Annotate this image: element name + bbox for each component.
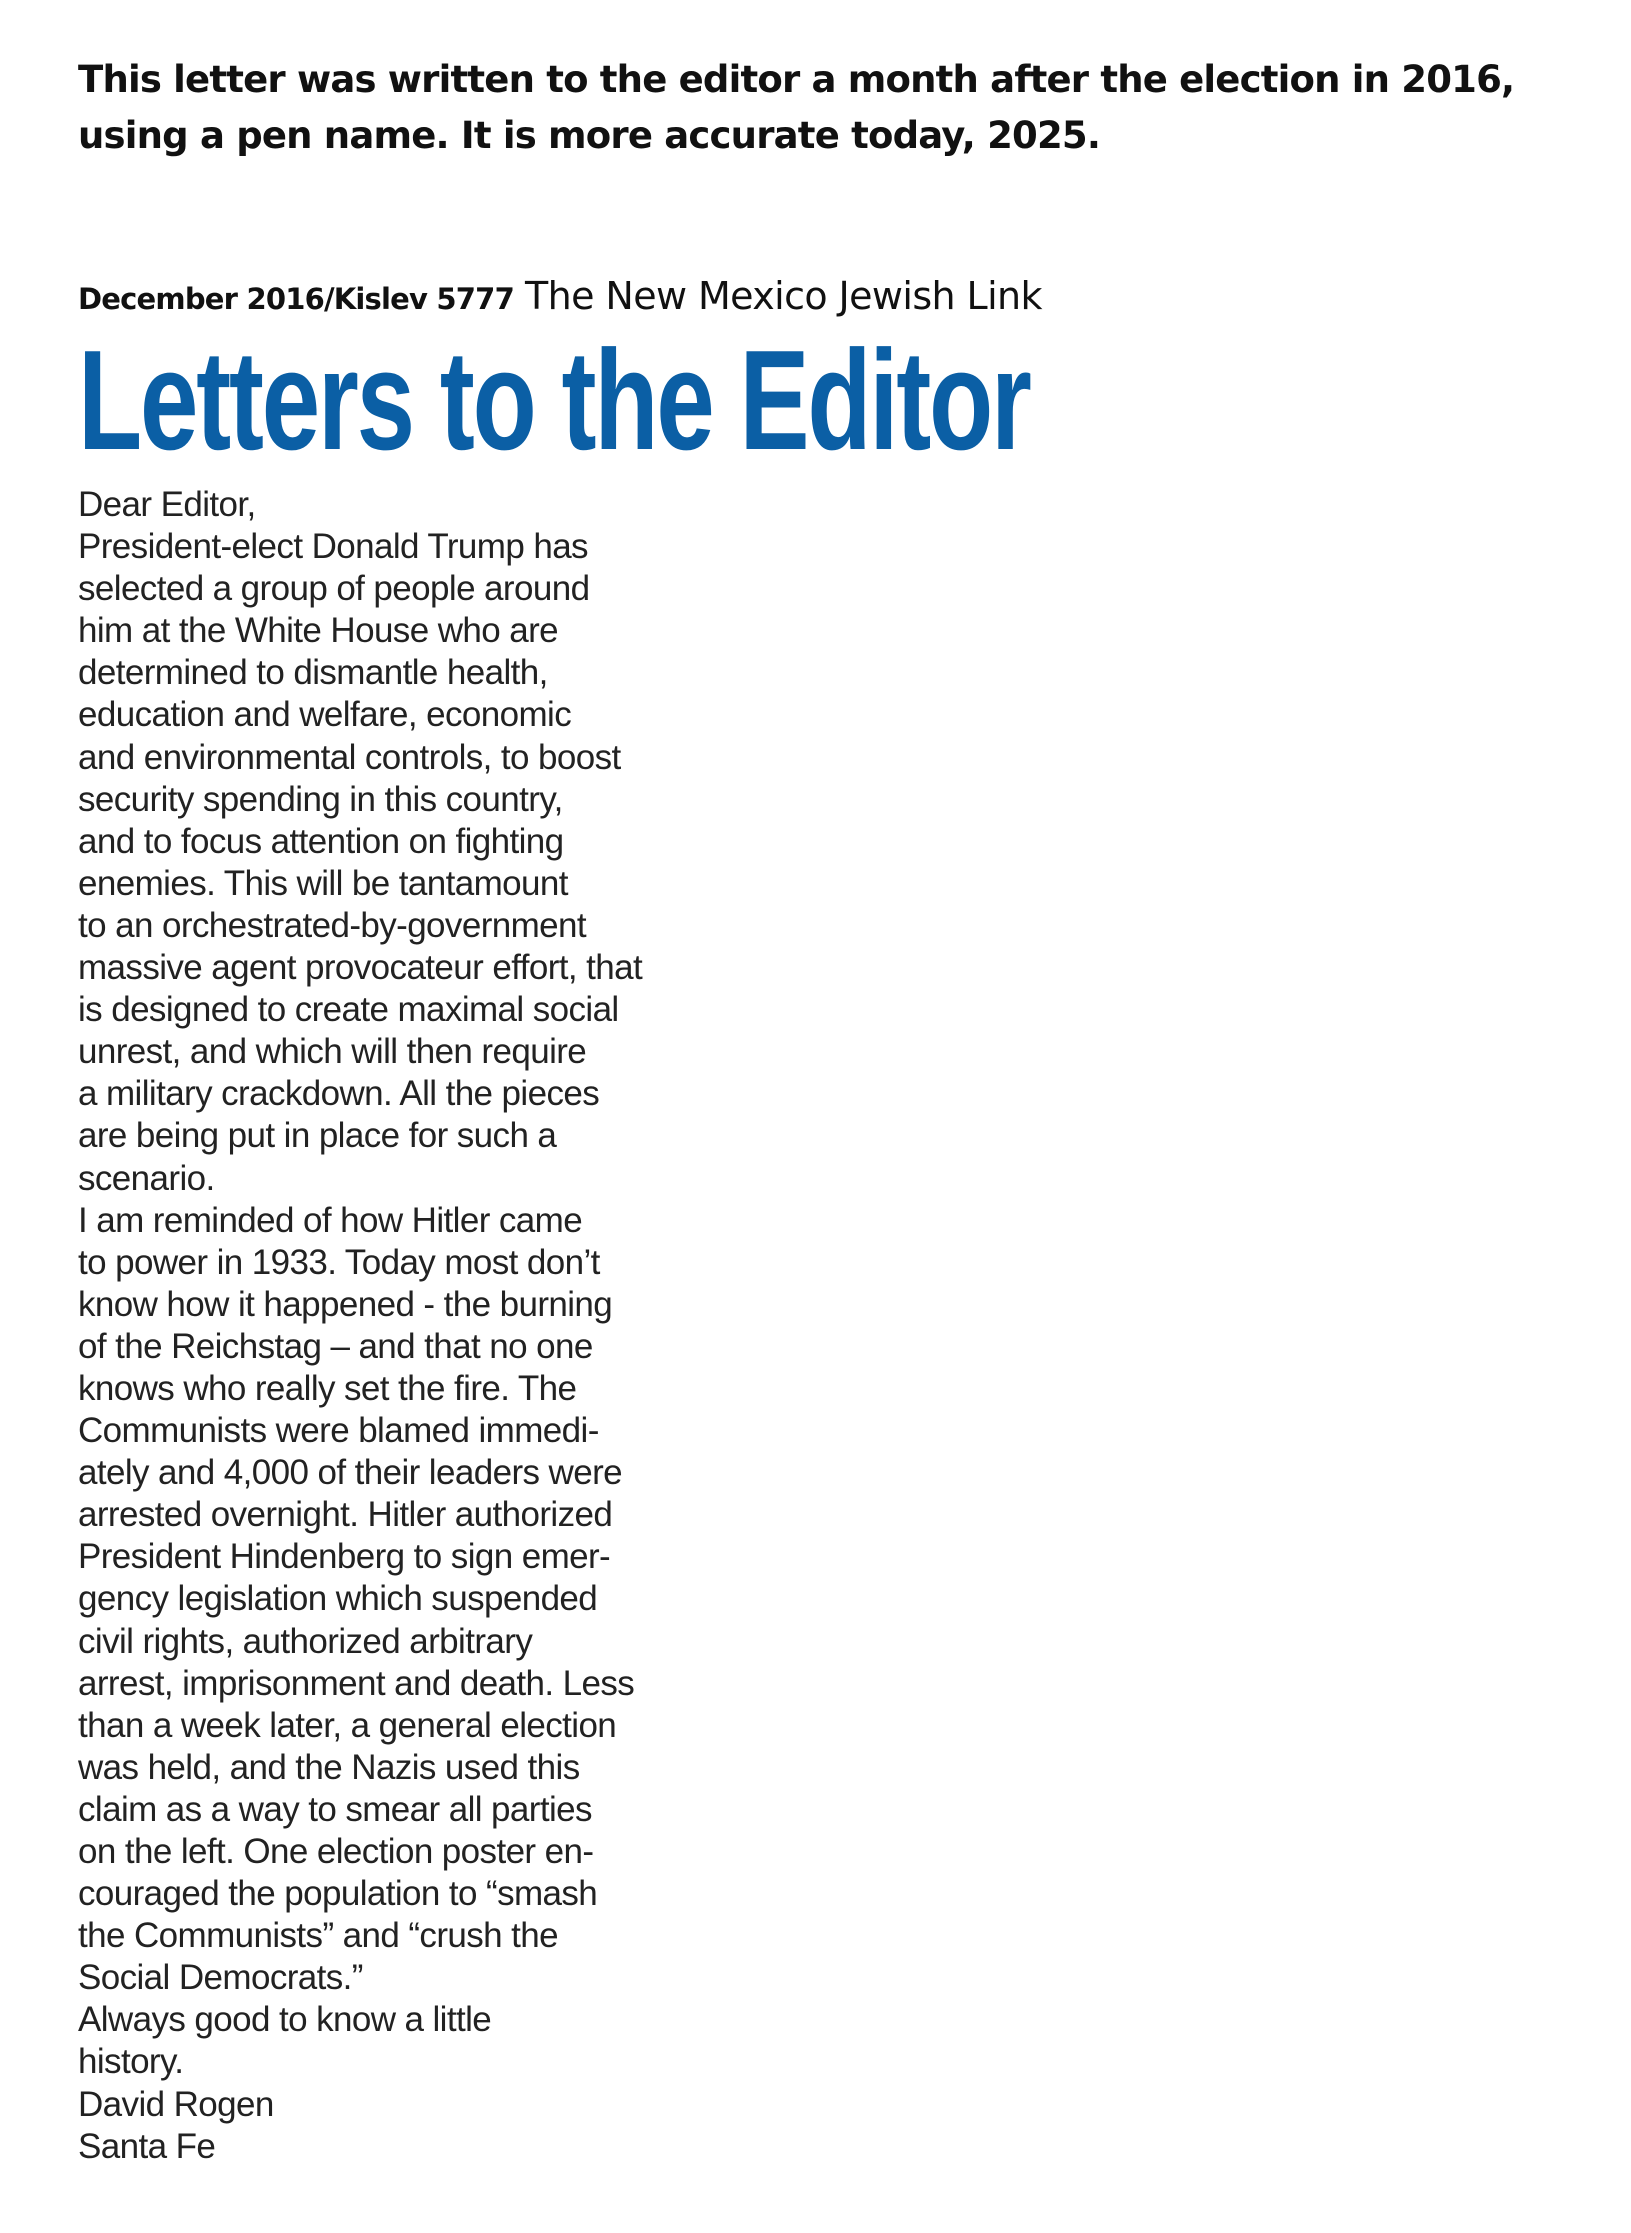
letter-line: determined to dismantle health, (78, 653, 548, 693)
letter-line: education and welfare, economic (78, 695, 572, 735)
intro-line: using a pen name. It is more accurate today, 2025. (78, 114, 1101, 157)
letter-line: Santa Fe (78, 2126, 216, 2166)
intro-line: This letter was written to the editor a month after the election in 2016, (78, 58, 1515, 101)
letter-line: enemies. This will be tantamount (78, 863, 568, 903)
letter-line: Always good to know a little (78, 2000, 492, 2040)
intro-note (78, 52, 1514, 164)
letter-line: arrest, imprisonment and death. Less (78, 1663, 635, 1703)
letter-line: was held, and the Nazis used this (78, 1747, 580, 1787)
letter-line: civil rights, authorized arbitrary (78, 1621, 533, 1661)
letter-line: massive agent provocateur effort, that (78, 948, 643, 988)
letter-line: on the left. One election poster en- (78, 1832, 594, 1871)
letter-line: arrested overnight. Hitler authorized (78, 1495, 613, 1535)
letter-line: to an orchestrated-by-government (78, 905, 587, 945)
letter-line: and to focus attention on fighting (78, 821, 564, 861)
letter-line: David Rogen (78, 2084, 274, 2124)
masthead (78, 274, 1042, 318)
letter-line: are being put in place for such a (78, 1116, 557, 1156)
publication-name: The New Mexico Jewish Link (525, 274, 1042, 318)
letter-line: Dear Editor, (78, 485, 256, 524)
letter-line: know how it happened - the burning (78, 1284, 613, 1324)
letter-line: Social Democrats.” (78, 1958, 363, 1998)
letter-line: couraged the population to “smash (78, 1874, 598, 1914)
letter-line: history. (78, 2042, 184, 2082)
letter-line: security spending in this country, (78, 779, 563, 819)
letter-line: is designed to create maximal social (78, 990, 619, 1030)
letter-line: claim as a way to smear all parties (78, 1789, 592, 1829)
letter-line: to power in 1933. Today most don’t (78, 1242, 600, 1282)
letter-line: gency legislation which suspended (78, 1579, 598, 1619)
letter-line: scenario. (78, 1158, 215, 1198)
letter-line: than a week later, a general election (78, 1705, 617, 1745)
letter-line: the Communists” and “crush the (78, 1916, 558, 1956)
letter-line: and environmental controls, to boost (78, 737, 621, 777)
letter-line: President-elect Donald Trump has (78, 527, 588, 567)
letter-line: Communists were blamed immedi- (78, 1411, 599, 1451)
letter-line: unrest, and which will then require (78, 1032, 587, 1072)
letter-line: President Hindenberg to sign emer- (78, 1537, 611, 1577)
section-title: Letters to the Editor (78, 321, 1030, 480)
issue-date: December 2016/Kislev 5777 (78, 282, 514, 316)
letter-line: ately and 4,000 of their leaders were (78, 1453, 622, 1493)
letter-body (78, 484, 642, 2168)
letter-line: of the Reichstag – and that no one (78, 1326, 593, 1366)
letter-line: him at the White House who are (78, 611, 559, 651)
letter-line: selected a group of people around (78, 569, 590, 609)
letter-line: I am reminded of how Hitler came (78, 1200, 583, 1240)
letter-line: a military crackdown. All the pieces (78, 1074, 600, 1114)
letter-line: knows who really set the fire. The (78, 1368, 577, 1408)
